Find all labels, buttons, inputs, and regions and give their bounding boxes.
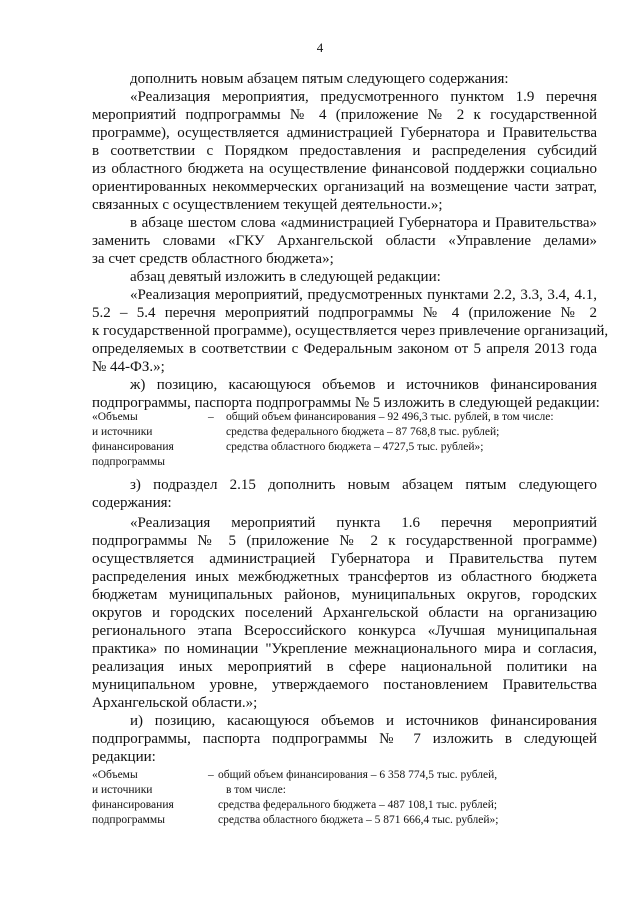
text-line: содержания: (92, 495, 172, 511)
text-line: связанных с осуществлением текущей деятельности.»; (92, 197, 443, 213)
table-value: средства федерального бюджета – 487 108,1 тыс. рублей; (218, 799, 498, 811)
text-line: в соответствии с Порядком предоставления и распределения субсидий (92, 143, 597, 159)
text-line: к государственной программе), осуществляется через привлечение организаций, (92, 323, 609, 339)
table-value: средства областного бюджета – 5 871 666,4 тыс. рублей»; (218, 814, 499, 826)
text-line: в абзаце шестом слова «администрацией Губернатора и Правительства» (130, 215, 597, 231)
table-value: в том числе: (226, 784, 286, 796)
text-line: округов и городских поселений Архангельской области на организацию (92, 605, 597, 621)
text-line: 5.2 – 5.4 перечня мероприятий подпрограммы № 4 (приложение № 2 (92, 305, 597, 321)
text-line: подпрограммы, паспорта подпрограммы № 7 изложить в следующей (92, 731, 597, 747)
table-label: «Объемы (92, 411, 138, 423)
text-line: из областного бюджета на осуществление финансовой поддержки социально (92, 161, 597, 177)
table-value: средства федерального бюджета – 87 768,8 тыс. рублей; (226, 426, 500, 438)
text-line: определяемых в соответствии с Федеральным законом от 5 апреля 2013 года (92, 341, 597, 357)
text-line: «Реализация мероприятий, предусмотренных пунктами 2.2, 3.3, 3.4, 4.1, (130, 287, 597, 303)
text-line: за счет средств областного бюджета»; (92, 251, 334, 267)
text-line: подпрограммы, паспорта подпрограммы № 5 изложить в следующей редакции: (92, 395, 600, 411)
text-line: ж) позицию, касающуюся объемов и источников финансирования (130, 377, 597, 393)
text-line: ориентированных некоммерческих организаций на возмещение части затрат, (92, 179, 597, 195)
text-line: регионального этапа Всероссийского конкурса «Лучшая муниципальная (92, 623, 597, 639)
text-line: абзац девятый изложить в следующей редакции: (130, 269, 441, 285)
text-line: практика» по номинации "Укрепление межнационального мира и согласия, (92, 641, 597, 657)
text-line: заменить словами «ГКУ Архангельской области «Управление делами» (92, 233, 597, 249)
table-label: финансирования (92, 441, 174, 453)
text-line: дополнить новым абзацем пятым следующего содержания: (130, 71, 509, 87)
table-value: общий объем финансирования – 92 496,3 тыс. рублей, в том числе: (226, 411, 554, 423)
text-line: мероприятий подпрограммы № 4 (приложение № 2 к государственной (92, 107, 597, 123)
table-label: финансирования (92, 799, 174, 811)
table-dash: – (208, 411, 214, 423)
text-line: Архангельской области.»; (92, 695, 258, 711)
table-value: общий объем финансирования – 6 358 774,5 тыс. рублей, (218, 769, 498, 781)
text-line: и) позицию, касающуюся объемов и источников финансирования (130, 713, 597, 729)
table-value: средства областного бюджета – 4727,5 тыс. рублей»; (226, 441, 484, 453)
text-line: распределения иных межбюджетных трансфертов из областного бюджета (92, 569, 597, 585)
text-line: редакции: (92, 749, 156, 765)
table-label: «Объемы (92, 769, 138, 781)
text-line: программе), осуществляется администрацией Губернатора и Правительства (92, 125, 597, 141)
text-line: «Реализация мероприятия, предусмотренного пунктом 1.9 перечня (130, 89, 597, 105)
table-label: и источники (92, 426, 153, 438)
table-label: и источники (92, 784, 153, 796)
text-line: бюджетам муниципальных районов, муниципальных округов, городских (92, 587, 597, 603)
table-dash: – (208, 769, 214, 781)
text-line: «Реализация мероприятий пункта 1.6 перечня мероприятий (130, 515, 597, 531)
text-line: осуществляется администрацией Губернатора и Правительства путем (92, 551, 597, 567)
text-line: муниципальном уровне, утверждаемого постановлением Правительства (92, 677, 597, 693)
table-label: подпрограммы (92, 456, 165, 468)
text-line: з) подраздел 2.15 дополнить новым абзацем пятым следующего (130, 477, 597, 493)
text-line: подпрограммы № 5 (приложение № 2 к государственной программе) (92, 533, 597, 549)
page-number: 4 (316, 40, 324, 55)
text-line: № 44-ФЗ.»; (92, 359, 165, 375)
text-line: реализация иных мероприятий в сфере национальной политики на (92, 659, 597, 675)
table-label: подпрограммы (92, 814, 165, 826)
